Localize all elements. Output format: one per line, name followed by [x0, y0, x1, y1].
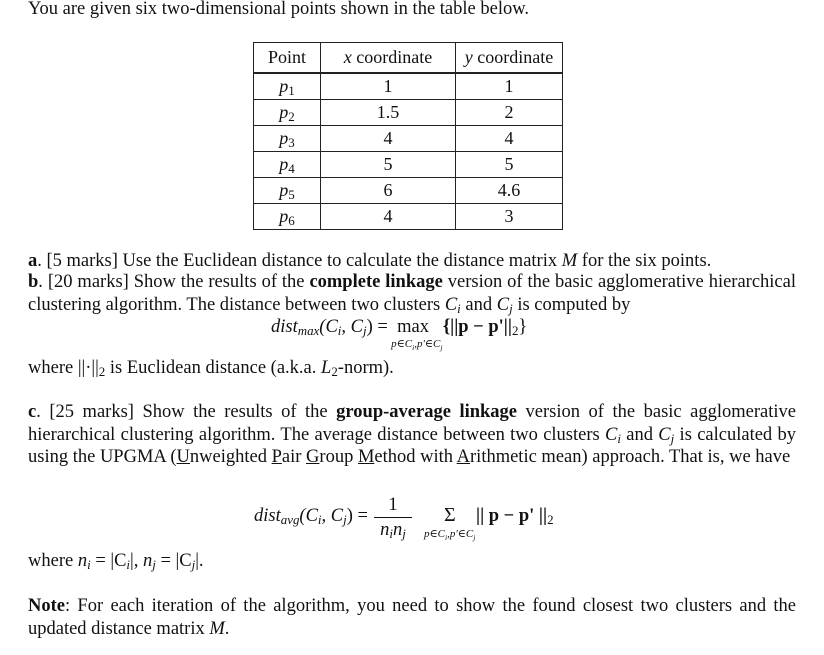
table-row — [254, 73, 563, 100]
table-body — [254, 73, 563, 230]
point-name: $p_6$ — [254, 204, 321, 230]
x-value: 5 — [321, 152, 456, 178]
part-a: a. [5 marks] Use the Euclidean distance to calculate the distance matrix M for the six points. — [28, 251, 712, 271]
table-row — [254, 204, 563, 230]
y-value: 4 — [456, 126, 563, 152]
x-value: 1 — [321, 73, 456, 100]
y-value: 3 — [456, 204, 563, 230]
part-c: c. [25 marks] Show the results of the group-average linkage version of the basic agglomerative hierarchical clustering algorithm. The average distance between two clusters $C_i$ and $C_j$ is calculated by using the UPGMA (Unweighted Pair Group Method with Arithmetic mean) approach. That is, we have — [28, 402, 796, 467]
where-euclidean: where $||\cdot||_2$ is Euclidean distance (a.k.a. $L_2-norm$). — [28, 358, 394, 379]
y-value: 4.6 — [456, 178, 563, 204]
part-b: b. [20 marks] Show the results of the complete linkage version of the basic agglomerative hierarchical clustering algorithm. The distance between two clusters $C_i$ and $C_j$ is computed by — [28, 272, 796, 316]
table-row — [254, 100, 563, 126]
header-point: Point — [254, 43, 321, 74]
point-name: $p_5$ — [254, 178, 321, 204]
header-y: y coordinate — [456, 43, 563, 74]
note: Note: For each iteration of the algorithm, you need to show the found closest two clusters and the updated distance matrix M. — [28, 596, 796, 639]
y-value: 1 — [456, 73, 563, 100]
x-value: 6 — [321, 178, 456, 204]
table-header-row — [254, 43, 563, 74]
header-x: x coordinate — [321, 43, 456, 74]
y-value: 5 — [456, 152, 563, 178]
where-cluster-sizes: where $n_i = |C_i|$, $n_j = |C_j|$. — [28, 551, 204, 572]
point-name: $p_2$ — [254, 100, 321, 126]
complete-linkage-formula: $dist_{max}(C_i$, $C_j) = \max$ $p\in C_i,p'\in C_j$ $\{||p - p'||_2\}$ — [271, 317, 528, 352]
intro-text: You are given six two-dimensional points shown in the table below. — [28, 0, 529, 19]
fraction: 1 $n_in_j$ — [374, 494, 412, 540]
table-row — [254, 152, 563, 178]
point-name: $p_4$ — [254, 152, 321, 178]
point-name: $p_3$ — [254, 126, 321, 152]
x-value: 1.5 — [321, 100, 456, 126]
y-value: 2 — [456, 100, 563, 126]
points-table — [253, 42, 563, 230]
x-value: 4 — [321, 126, 456, 152]
document-page: You are given six two-dimensional points shown in the table below. Point x coordinate y coordinate $p_1$ 1 1 $p_2$ 1.5 2 $p_3$ 4 4 $p_4$ 5 5 $p_5$ 6 4.6 $p_6$ 4 3 a. [5 marks] Use the Euclidean distance to calculate the distance matrix M for the six points. b. [20 marks] Show the results of the complete linkage version of the basic agglomerative hierarchical clustering algorithm. The distance between two clusters $C_i$ and $C_j$ is computed by $dist_{max}(C_i$, $C_j) = \max$ $p\in C_i,p'\in C_j$ $\{||p - p'||_2\}$ where $||\cdot||_2$ is Euclidean distance (a.k.a. $L_2-norm$). c. [25 marks] Show the results of the group-average linkage version of the basic agglomerative hierarchical clustering algorithm. The average distance between two clusters $C_i$ and $C_j$ is calculated by using the UPGMA (Unweighted Pair Group Method with Arithmetic mean) approach. That is, we have $dist_{avg}(C_i$, $C_j$) = 1 $n_in_j$ Σ $p\in C_i,p'\in C_j$ || p − p' $||_2$ where $n_i = |C_i|$, $n_j = |C_j|$. Note: For each iteration of the algorithm, you need to show the found closest two clusters and the updated distance matrix M. — [28, 0, 796, 639]
sum-symbol: Σ — [444, 504, 456, 526]
table-row — [254, 126, 563, 152]
point-name: $p_1$ — [254, 73, 321, 100]
table-row — [254, 178, 563, 204]
x-value: 4 — [321, 204, 456, 230]
